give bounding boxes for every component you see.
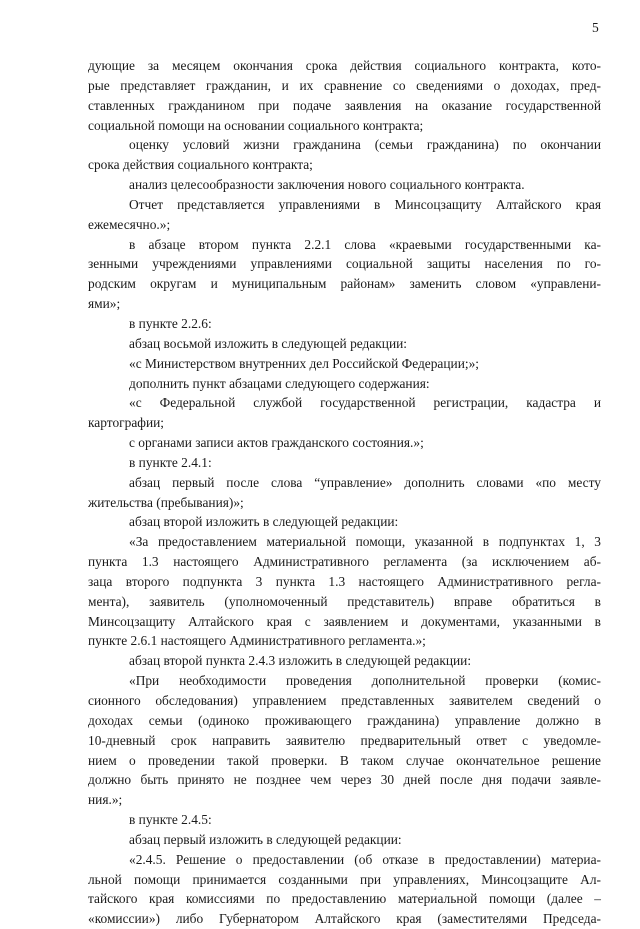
text-line: должно быть принято не позднее чем через 30 дней после дня подачи заявле- bbox=[88, 772, 601, 788]
text-line: тайского края комиссиями по предоставлению материальной помощи (далее – bbox=[88, 891, 601, 907]
text-line: Отчет представляется управлениями в Минсоцзащиту Алтайского края bbox=[129, 196, 601, 212]
text-line: оценку условий жизни гражданина (семьи гражданина) по окончании bbox=[129, 137, 601, 153]
text-line: дополнить пункт абзацами следующего содержания: bbox=[129, 375, 430, 391]
text-line: абзац первый после слова “управление» дополнить словами «по месту bbox=[129, 474, 601, 490]
text-line: сионного обследования) управлением представленных заявителем сведений о bbox=[88, 693, 601, 708]
text-line: картографии; bbox=[88, 415, 164, 431]
text-line: заца второго подпункта 3 пункта 1.3 настоящего Административного регла- bbox=[88, 573, 601, 589]
document-body bbox=[88, 56, 601, 929]
text-line: льной помощи принимается созданными при управлениях, Минсоцзащите Ал- bbox=[88, 871, 601, 887]
text-line: абзац второй пункта 2.4.3 изложить в следующей редакции: bbox=[129, 653, 472, 669]
text-line: анализ целесообразности заключения нового социального контракта. bbox=[129, 177, 525, 193]
text-line: ями»; bbox=[88, 296, 121, 312]
text-line: ния.»; bbox=[88, 792, 123, 808]
text-line: дующие за месяцем окончания срока действия социального контракта, кото- bbox=[88, 58, 601, 73]
text-line: родским округам и муниципальным районам» заменить словом «управлени- bbox=[88, 276, 601, 292]
text-line: доходах семьи (одиноко проживающего гражданина) управление должно в bbox=[88, 712, 601, 728]
text-line: «с Министерством внутренних дел Российской Федерации;»; bbox=[129, 355, 479, 371]
text-line: нием о проведении такой проверки. В таком случае окончательное решение bbox=[88, 752, 601, 768]
text-line: в пункте 2.4.1: bbox=[129, 454, 212, 470]
text-line: срока действия социального контракта; bbox=[88, 157, 313, 173]
text-line: в пункте 2.4.5: bbox=[129, 812, 212, 828]
text-line: 10-дневный срок направить заявителю предварительный ответ с уведомле- bbox=[88, 732, 601, 748]
text-line: «с Федеральной службой государственной регистрации, кадастра и bbox=[129, 395, 601, 411]
text-line: мента), заявитель (уполномоченный представитель) вправе обратиться в bbox=[88, 593, 601, 609]
text-line: «комиссии») либо Губернатором Алтайского края (заместителями Председа- bbox=[88, 911, 601, 927]
text-line: пункта 1.3 настоящего Административного регламента (за исключением аб- bbox=[88, 554, 601, 570]
text-line: рые представляет гражданин, и их сравнение со сведениями о доходах, пред- bbox=[88, 77, 601, 93]
text-line: социальной помощи на основании социального контракта; bbox=[88, 117, 424, 133]
scan-speck bbox=[434, 888, 436, 890]
text-line: абзац восьмой изложить в следующей редакции: bbox=[129, 335, 408, 351]
text-line: жительства (пребывания)»; bbox=[88, 494, 244, 510]
text-line: пункте 2.6.1 настоящего Административного регламента.»; bbox=[88, 633, 426, 649]
text-line: абзац второй изложить в следующей редакции: bbox=[129, 514, 399, 530]
text-line: в пункте 2.2.6: bbox=[129, 315, 212, 331]
text-line: зенными учреждениями управлениями социальной защиты населения по го- bbox=[88, 256, 601, 272]
text-line: Минсоцзащиту Алтайского края с заявлением и документами, указанными в bbox=[88, 613, 601, 629]
text-line: «За предоставлением материальной помощи, указанной в подпунктах 1, 3 bbox=[129, 534, 601, 550]
text-line: «2.4.5. Решение о предоставлении (об отказе в предоставлении) материа- bbox=[129, 851, 601, 867]
text-line: «При необходимости проведения дополнительной проверки (комис- bbox=[129, 673, 601, 689]
text-line: с органами записи актов гражданского состояния.»; bbox=[129, 435, 424, 451]
page-number: 5 bbox=[592, 20, 599, 35]
text-line: в абзаце втором пункта 2.2.1 слова «краевыми государственными ка- bbox=[129, 236, 601, 252]
text-line: абзац первый изложить в следующей редакции: bbox=[129, 831, 402, 847]
text-line: ставленных гражданином при подаче заявления на оказание государственной bbox=[88, 97, 601, 113]
text-line: ежемесячно.»; bbox=[88, 216, 171, 232]
